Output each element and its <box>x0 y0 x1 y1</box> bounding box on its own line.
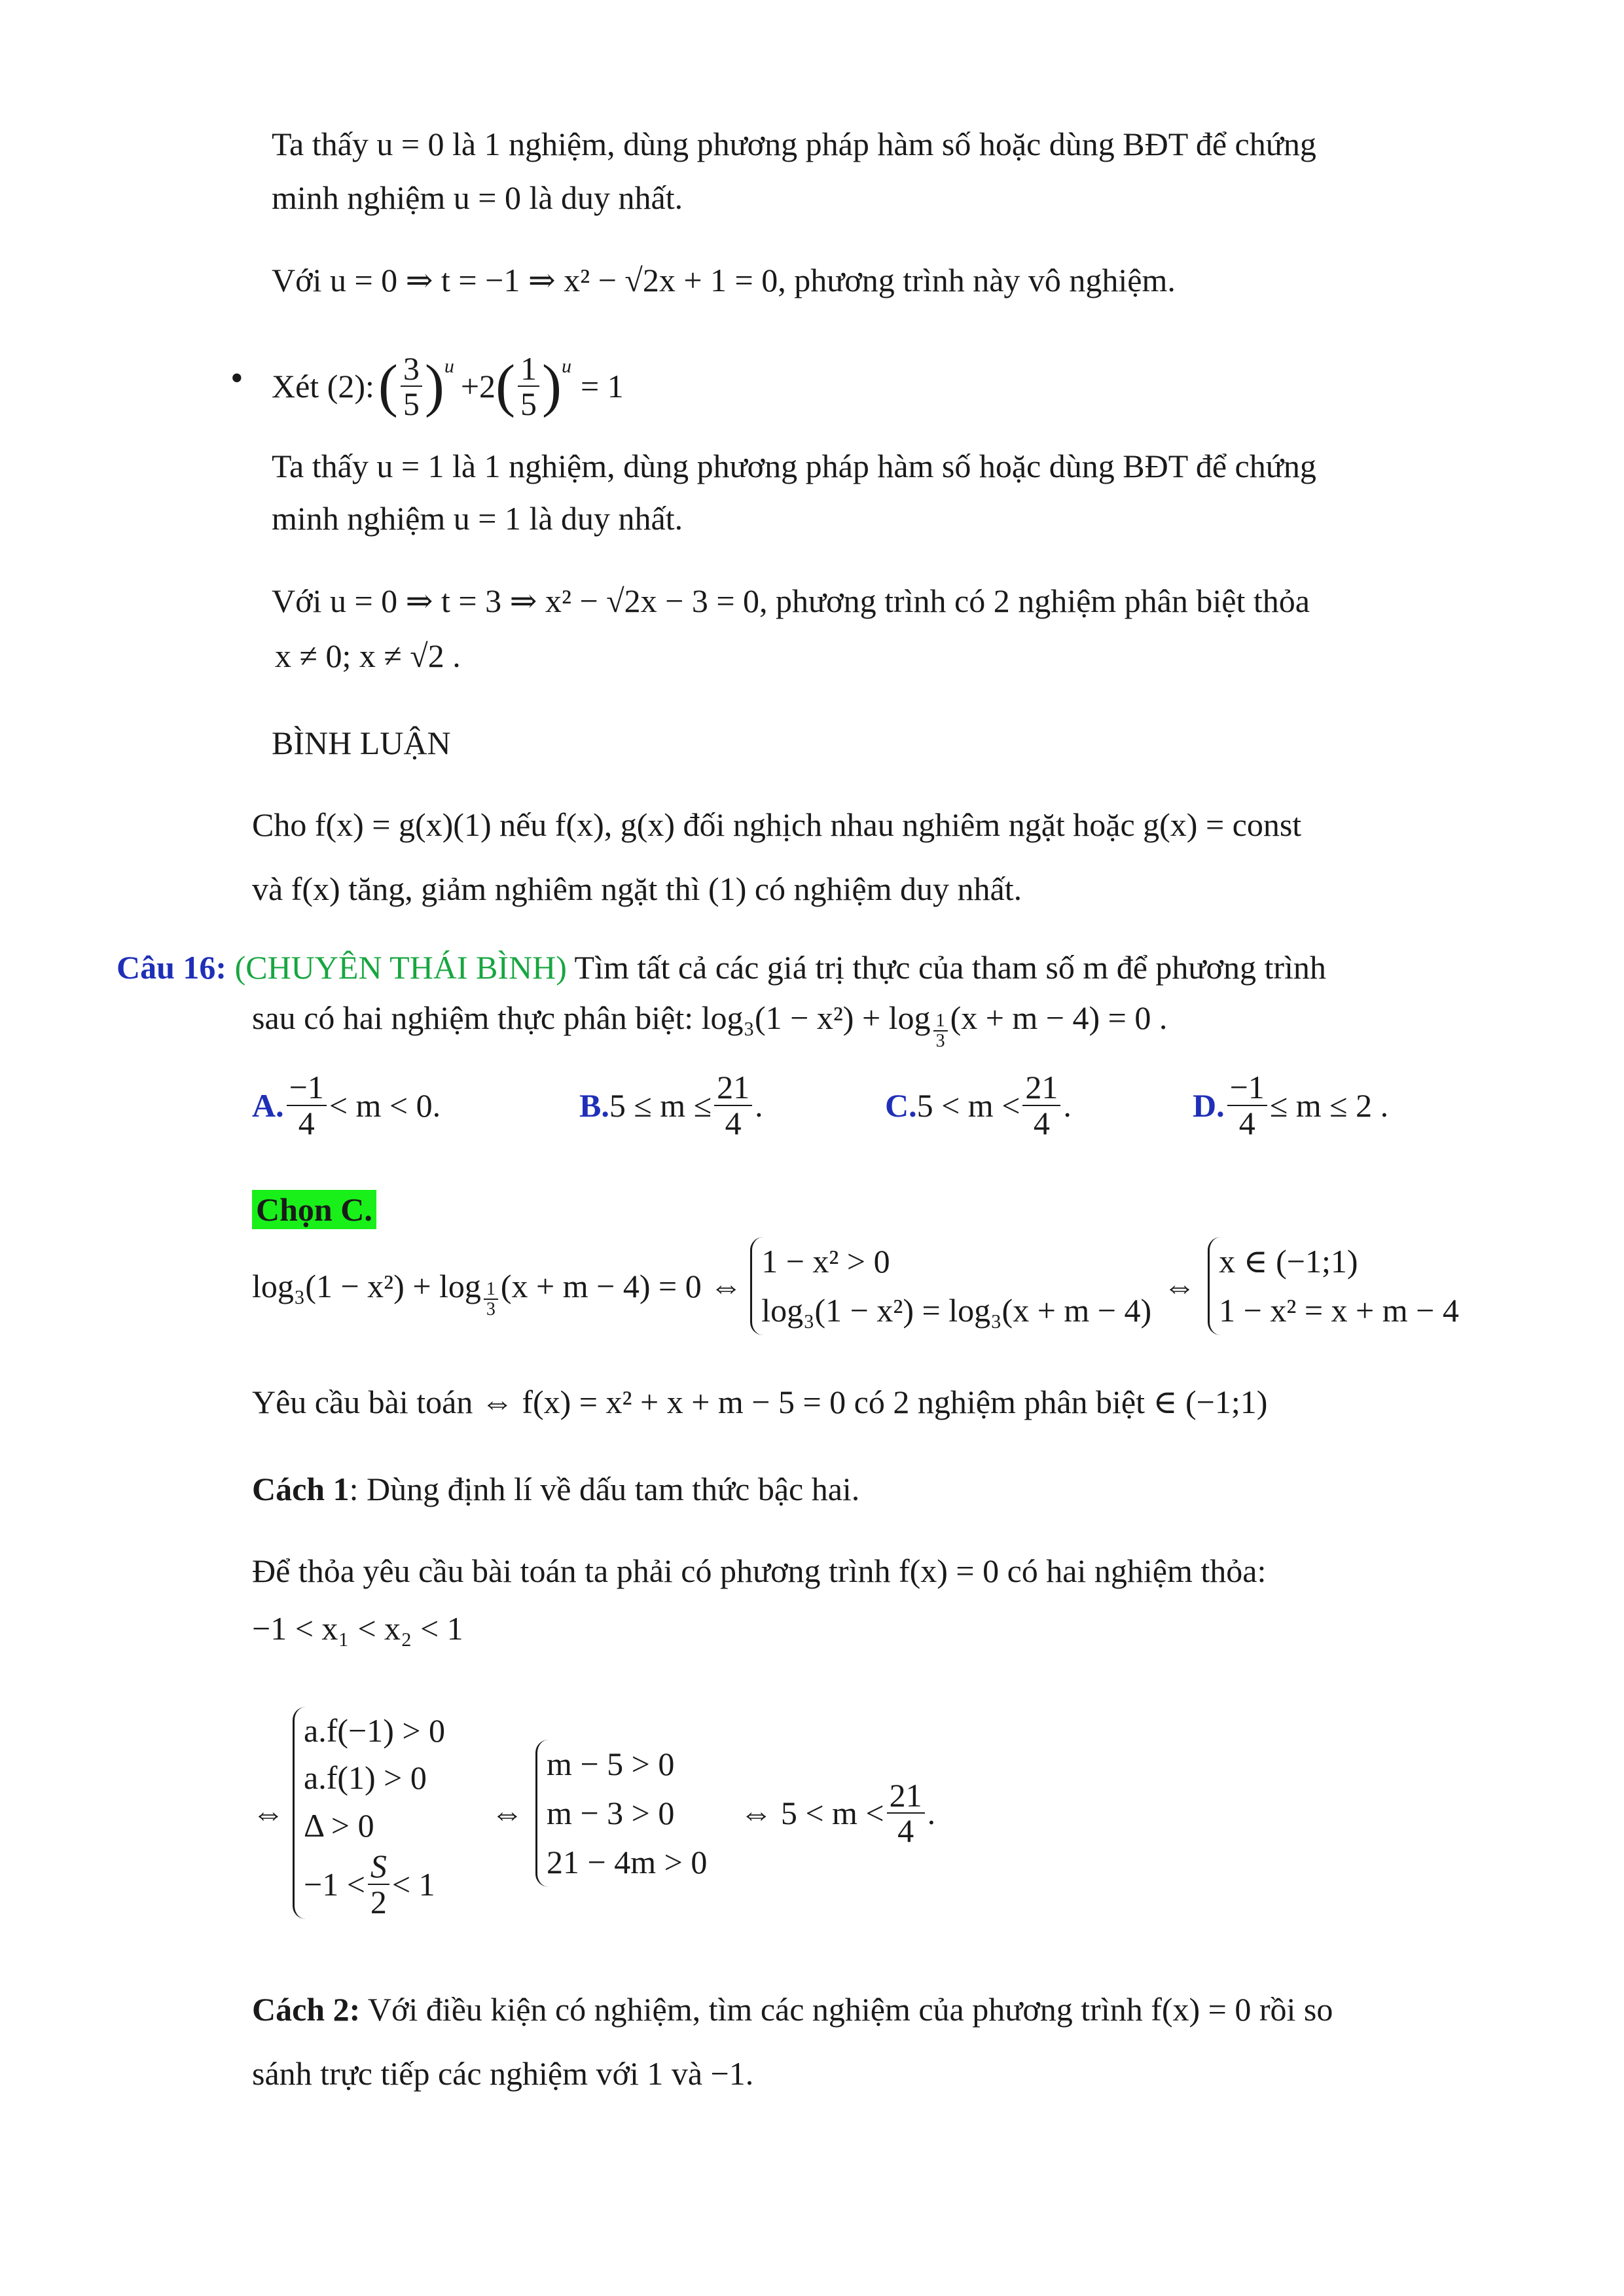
text-line: Yêu cầu bài toán ⇔ f(x) = x² + x + m − 5 = 0 có 2 nghiệm phân biệt ∈ (−1;1) <box>252 1384 1268 1420</box>
fraction-numerator: 1 <box>518 351 539 387</box>
fraction <box>1227 1070 1267 1140</box>
option-d <box>1193 1070 1388 1140</box>
option-label: C. <box>885 1086 917 1124</box>
fraction <box>368 1849 389 1919</box>
text-line: Ta thấy u = 0 là 1 nghiệm, dùng phương pháp hàm số hoặc dùng BĐT để chứng <box>272 126 1316 162</box>
question-line-2 <box>252 998 1167 1051</box>
system-row: Δ > 0 <box>304 1806 374 1844</box>
paren-left: ( <box>496 353 516 418</box>
log-base-fraction <box>933 1011 948 1051</box>
equiv-symbol: ⇔ <box>252 1795 285 1831</box>
fraction-denominator: 3 <box>935 1031 945 1052</box>
text-line: x ≠ 0; x ≠ √2 . <box>275 637 461 674</box>
option-b <box>579 1070 763 1140</box>
text-line: sánh trực tiếp các nghiệm với 1 và −1. <box>252 2055 754 2092</box>
paren-left: ( <box>378 353 398 418</box>
fraction-denominator: 3 <box>486 1299 496 1319</box>
fraction-denominator: 4 <box>897 1812 914 1849</box>
question-text: sau có hai nghiệm thực phân biệt: log₃(1 − x²) + log <box>252 999 931 1036</box>
system-row: log₃(1 − x²) = log₃(x + m − 4) <box>761 1292 1152 1329</box>
question-source: (CHUYÊN THÁI BÌNH) <box>234 949 567 986</box>
row-text: −1 < <box>304 1865 365 1903</box>
option-text: 5 < m < <box>916 1086 1020 1124</box>
text-line: minh nghiệm u = 0 là duy nhất. <box>272 179 683 216</box>
text-line: Để thỏa yêu cầu bài toán ta phải có phương trình f(x) = 0 có hai nghiệm thỏa: <box>252 1552 1267 1589</box>
method-2 <box>252 1990 1333 2029</box>
method-text: Với điều kiện có nghiệm, tìm các nghiệm của phương trình f(x) = 0 rồi so <box>360 1991 1333 2028</box>
method-1 <box>252 1469 859 1509</box>
system-brace <box>535 1740 707 1887</box>
system-row: a.f(1) > 0 <box>304 1759 427 1797</box>
system-row: x ∈ (−1;1) <box>1219 1243 1358 1280</box>
option-text: 5 ≤ m ≤ <box>609 1086 712 1124</box>
paren-right: ) <box>542 353 562 418</box>
coefficient: +2 <box>460 368 496 404</box>
exponent: u <box>444 355 454 377</box>
system-row <box>304 1849 445 1919</box>
paren-right: ) <box>424 353 444 418</box>
system-row: m − 3 > 0 <box>547 1794 675 1831</box>
fraction-denominator: 4 <box>298 1104 315 1141</box>
fraction-denominator: 4 <box>1033 1104 1050 1141</box>
system-brace <box>293 1707 445 1920</box>
text-line: −1 < x₁ < x₂ < 1 <box>252 1610 463 1647</box>
system-brace <box>1208 1237 1459 1335</box>
system-row: a.f(−1) > 0 <box>304 1712 446 1749</box>
text-line: minh nghiệm u = 1 là duy nhất. <box>272 500 683 537</box>
result-text: . <box>927 1795 936 1831</box>
fraction-numerator: −1 <box>1227 1070 1267 1106</box>
fraction-numerator: 21 <box>1022 1070 1060 1106</box>
option-a <box>252 1070 441 1140</box>
fraction-numerator: 3 <box>401 351 422 387</box>
answer-label: Chọn C. <box>252 1190 376 1229</box>
method-label: Cách 2: <box>252 1991 361 2028</box>
log-base-fraction <box>484 1280 498 1319</box>
equiv-symbol: ⇔ <box>1163 1268 1197 1304</box>
option-text: . <box>1063 1086 1072 1124</box>
question-header <box>117 948 1326 987</box>
question-text: (x + m − 4) = 0 . <box>950 999 1168 1036</box>
fraction-numerator: 21 <box>714 1070 752 1106</box>
system-row: 1 − x² = x + m − 4 <box>1219 1292 1459 1329</box>
answer-equation <box>252 1237 1459 1335</box>
fraction-denominator: 2 <box>370 1883 387 1920</box>
answer-highlight <box>252 1190 376 1229</box>
option-text: . <box>755 1086 763 1124</box>
text-line: Ta thấy u = 1 là 1 nghiệm, dùng phương pháp hàm số hoặc dùng BĐT để chứng <box>272 448 1316 484</box>
equation-text: (x + m − 4) = 0 ⇔ <box>500 1268 743 1304</box>
fraction-denominator: 5 <box>403 386 420 422</box>
condition-system <box>252 1689 935 1937</box>
question-text: Tìm tất cả các giá trị thực của tham số m để phương trình <box>566 949 1326 986</box>
method-text: : Dùng định lí về dấu tam thức bậc hai. <box>349 1471 860 1507</box>
fraction-numerator: 21 <box>887 1778 925 1814</box>
system-row: 1 − x² > 0 <box>761 1243 890 1280</box>
text-line: Với u = 0 ⇒ t = 3 ⇒ x² − √2x − 3 = 0, phương trình có 2 nghiệm phân biệt thỏa <box>272 583 1310 619</box>
fraction-numerator: −1 <box>287 1070 327 1106</box>
fraction <box>287 1070 327 1140</box>
text-line: và f(x) tăng, giảm nghiêm ngặt thì (1) có nghiệm duy nhất. <box>252 870 1022 907</box>
option-label: B. <box>579 1086 609 1124</box>
question-label: Câu 16: <box>117 949 227 986</box>
fraction-numerator: 1 <box>484 1280 498 1300</box>
fraction-numerator: 1 <box>933 1011 948 1031</box>
fraction <box>887 1778 925 1848</box>
fraction-denominator: 4 <box>1238 1104 1255 1141</box>
fraction <box>714 1070 752 1140</box>
fraction <box>401 351 422 422</box>
option-text: ≤ m ≤ 2 . <box>1269 1086 1389 1124</box>
exponent: u <box>562 355 572 377</box>
text-line: Cho f(x) = g(x)(1) nếu f(x), g(x) đối nghịch nhau nghiêm ngặt hoặc g(x) = const <box>252 806 1302 843</box>
equation-text: log₃(1 − x²) + log <box>252 1268 481 1304</box>
system-row: m − 5 > 0 <box>547 1745 675 1782</box>
method-label: Cách 1 <box>252 1471 350 1507</box>
option-c <box>885 1070 1072 1140</box>
result-text: ⇔ 5 < m < <box>740 1795 884 1831</box>
rhs: = 1 <box>581 368 624 404</box>
fraction <box>1022 1070 1060 1140</box>
xet-label: Xét (2): <box>272 368 374 404</box>
bullet-dot: • <box>230 358 244 399</box>
option-text: < m < 0. <box>329 1086 441 1124</box>
system-row: 21 − 4m > 0 <box>547 1843 708 1880</box>
row-text: < 1 <box>391 1865 435 1903</box>
fraction-denominator: 4 <box>725 1104 742 1141</box>
text-line: Với u = 0 ⇒ t = −1 ⇒ x² − √2x + 1 = 0, phương trình này vô nghiệm. <box>272 262 1176 298</box>
equation-xet-2 <box>272 340 624 432</box>
fraction-denominator: 5 <box>520 386 537 422</box>
option-label: A. <box>252 1086 284 1124</box>
equiv-symbol: ⇔ <box>491 1795 524 1831</box>
option-label: D. <box>1193 1086 1225 1124</box>
fraction <box>518 351 539 422</box>
fraction-numerator: S <box>368 1849 389 1885</box>
section-title: BÌNH LUẬN <box>272 725 451 761</box>
system-brace <box>750 1237 1151 1335</box>
